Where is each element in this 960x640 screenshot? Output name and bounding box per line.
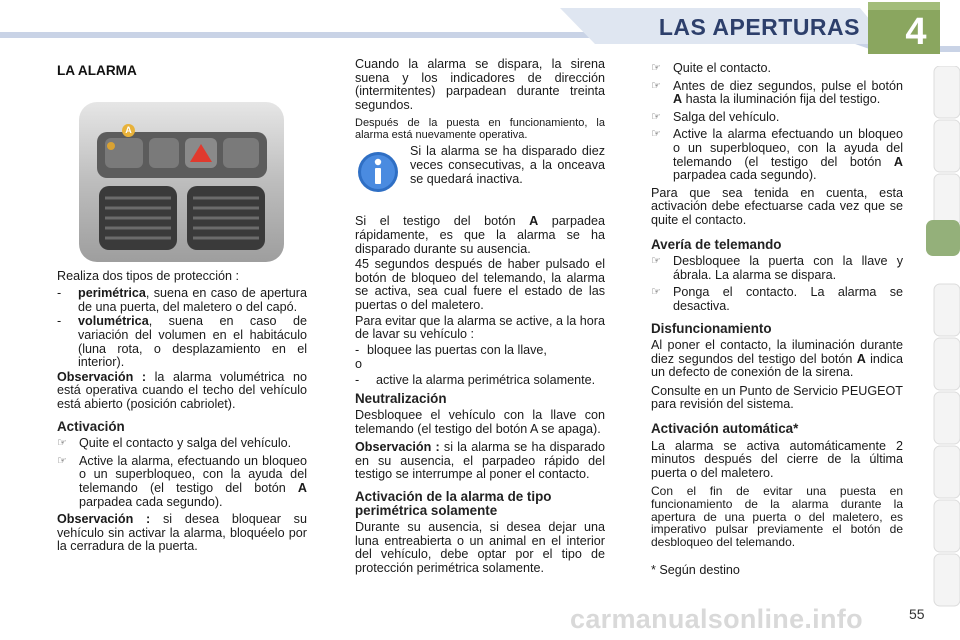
chapter-side-tabs [926, 66, 960, 626]
paragraph: Desbloquee el vehículo con la llave con telemando (el testigo del botón A se apaga). [355, 408, 605, 436]
list-item: ☞ Ponga el contacto. La alarma se desactiva. [651, 285, 903, 313]
paragraph: Para que sea tenida en cuenta, esta activación debe efectuarse cada vez que se quite el contacto. [651, 185, 903, 227]
list-item: ☞ Desbloquee la puerta con la llave y ábrala. La alarma se dispara. [651, 254, 903, 282]
paragraph: Al poner el contacto, la iluminación durante diez segundos del testigo del botón A indica un defecto de conexión de la sirena. [651, 338, 904, 380]
list-item: - active la alarma perimétrica solamente. [355, 372, 596, 387]
list-item: ☞ Active la alarma efectuando un bloqueo o un superbloqueo, con la ayuda del telemando (el testigo del botón A parpadea cada segundo). [651, 127, 903, 183]
chapter-title: LAS APERTURAS [658, 14, 860, 40]
watermark-text: carmanualsonline.info [570, 604, 863, 634]
section-title-activacion: Activación [57, 418, 125, 434]
list-item: ☞ Salga del vehículo. [651, 109, 780, 124]
list-item: ☞ Quite el contacto y salga del vehículo. [57, 436, 292, 451]
section-title-activacion-automatica: Activación automática* [651, 421, 799, 437]
section-title-alarma: LA ALARMA [57, 63, 137, 78]
section-title-perimetrica: Activación de la alarma de tipo perimétrica solamente [355, 489, 552, 518]
paragraph: Si el testigo del botón A parpadea rápidamente, es que la alarma se ha disparado durante su ausencia. [355, 214, 605, 256]
hand-pointer-icon: ☞ [57, 454, 67, 467]
hand-pointer-icon: ☞ [651, 255, 661, 268]
info-icon [357, 151, 399, 193]
footnote: * Según destino [651, 563, 740, 578]
protection-item-perimetrica: - perimétrica, suena en caso de apertura de una puerta, del maletero o del capó. [57, 286, 307, 314]
column-right [651, 58, 903, 580]
observation-volumetric: Observación : la alarma volumétrica no está operativa cuando el techo del vehículo está abierto (posición cabriolet). [57, 369, 307, 411]
info-note [355, 145, 605, 215]
column-left [57, 58, 307, 556]
list-item: ☞ Antes de diez segundos, pulse el botón A hasta la iluminación fija del testigo. [651, 78, 903, 107]
photo-label-a: A [122, 124, 135, 137]
section-title-disfuncionamiento: Disfuncionamiento [651, 320, 772, 336]
paragraph: Cuando la alarma se dispara, la sirena suena y los indicadores de dirección (intermitentes) parpadean durante treinta segundos. [355, 57, 605, 112]
paragraph: 45 segundos después de haber pulsado el botón de bloqueo del telemando, la alarma se activa, sea cual fuere el estado de las puertas o del maletero. [355, 257, 605, 312]
hand-pointer-icon: ☞ [651, 62, 661, 74]
observation-lock-without-alarm: Observación : si desea bloquear su vehículo sin activar la alarma, bloquéelo por la cerradura de la puerta. [57, 512, 307, 554]
column-middle [355, 58, 605, 578]
page-number: 55 [909, 606, 925, 622]
hand-pointer-icon: ☞ [651, 128, 661, 141]
paragraph: La alarma se activa automáticamente 2 minutos después del cierre de la última puerta o del maletero. [651, 438, 903, 480]
hand-pointer-icon: ☞ [651, 110, 661, 123]
hand-pointer-icon: ☞ [651, 79, 661, 92]
section-title-averia: Avería de telemando [651, 236, 782, 252]
paragraph: Consulte en un Punto de Servicio PEUGEOT para revisión del sistema. [651, 383, 904, 412]
hand-pointer-icon: ☞ [57, 437, 67, 450]
section-title-neutralizacion: Neutralización [355, 390, 447, 406]
paragraph-small: Después de la puesta en funcionamiento, la alarma está nuevamente operativa. [355, 117, 605, 142]
protection-intro: Realiza dos tipos de protección : [57, 268, 240, 283]
list-item: - bloquee las puertas con la llave, [355, 342, 547, 357]
observation-rapid-flash: Observación : si la alarma se ha disparado en su ausencia, el parpadeo rápido del testigo se interrumpe al poner el contacto. [355, 440, 605, 482]
chapter-number-badge: 4 [905, 11, 927, 53]
hand-pointer-icon: ☞ [651, 286, 661, 299]
dashboard-alarm-button-photo [79, 102, 284, 262]
paragraph-or: o [355, 357, 363, 372]
paragraph: Durante su ausencia, si desea dejar una luna entreabierta o un animal en el interior del vehículo, debe optar por el tipo de protección perimétrica solamente. [355, 520, 605, 576]
paragraph: Para evitar que la alarma se active, a la hora de lavar su vehículo : [355, 313, 605, 342]
list-item: ☞ Active la alarma, efectuando un bloqueo o un superbloqueo, con la ayuda del telemando (el testigo del botón A parpadea cada segundo). [57, 453, 307, 509]
protection-item-volumetrica: - volumétrica, suena en caso de variación del volumen en el habitáculo (luna rota, o desplazamiento en el interior). [57, 314, 307, 370]
list-item: ☞ Quite el contacto. [651, 61, 772, 75]
paragraph-small: Con el fin de evitar una puesta en funcionamiento de la alarma durante la apertura de una puerta o del maletero, es imperativo pulsar previamente el botón de desbloqueo del telemando. [651, 484, 903, 549]
info-note-text: Si la alarma se ha disparado diez veces consecutivas, a la onceava se quedará inactiva. [410, 144, 605, 186]
